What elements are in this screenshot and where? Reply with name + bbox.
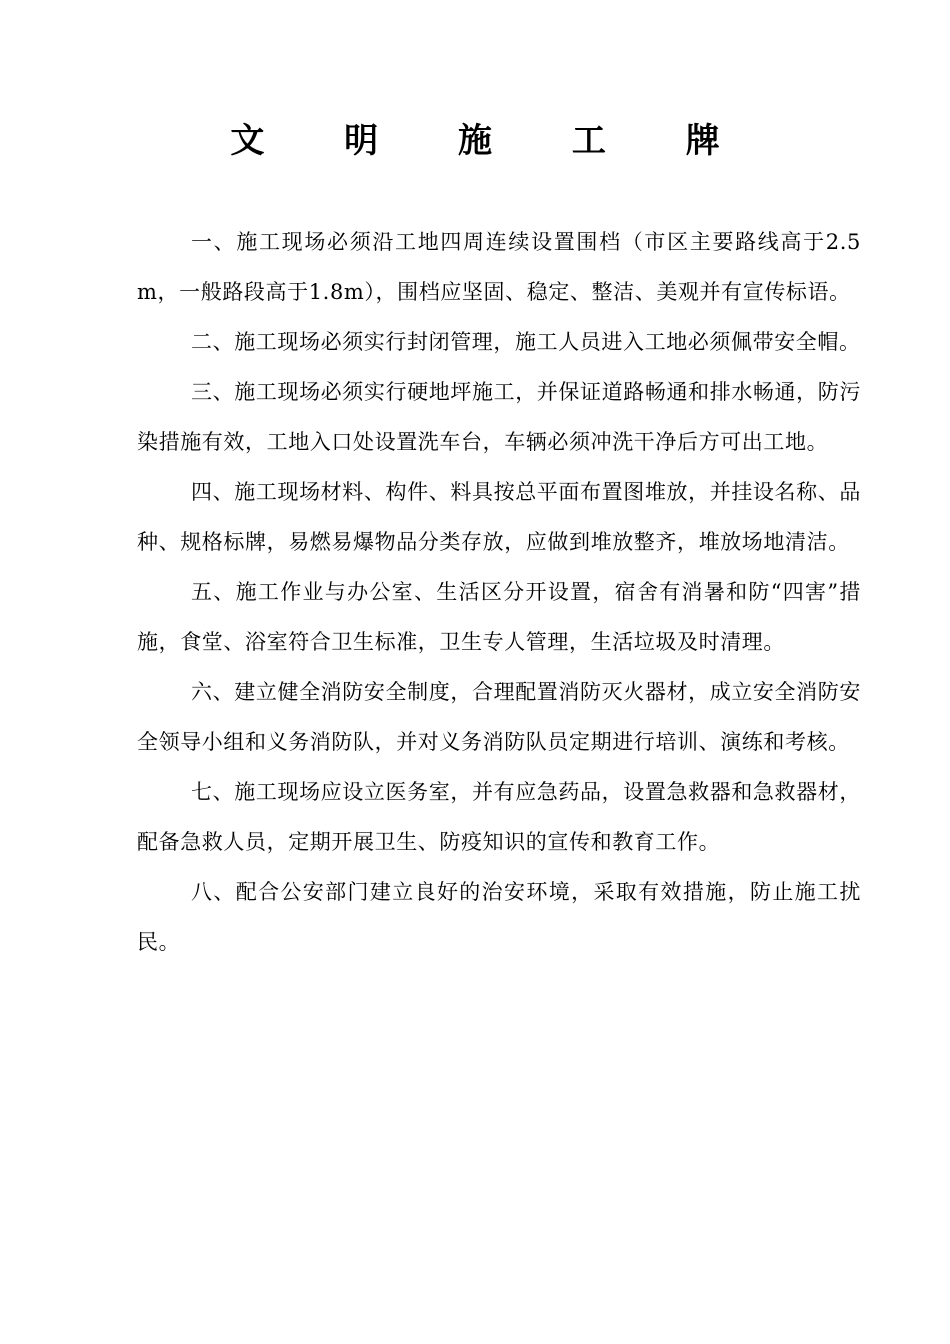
paragraph-8: 八、配合公安部门建立良好的治安环境，采取有效措施，防止施工扰民。 (137, 880, 861, 954)
paragraph-2: 二、施工现场必须实行封闭管理，施工人员进入工地必须佩带安全帽。 (191, 330, 861, 354)
document-body (137, 217, 861, 967)
paragraph-6: 六、建立健全消防安全制度，合理配置消防灭火器材，成立安全消防安全领导小组和义务消防队，并对义务消防队员定期进行培训、演练和考核。 (137, 680, 861, 754)
document-title: 文 明 施 工 牌 (230, 121, 754, 161)
paragraph-1: 一、施工现场必须沿工地四周连续设置围档（市区主要路线高于2.5m，一般路段高于1.8m），围档应坚固、稳定、整洁、美观并有宣传标语。 (137, 230, 861, 304)
paragraph-5: 五、施工作业与办公室、生活区分开设置，宿舍有消暑和防“四害”措施，食堂、浴室符合卫生标准，卫生专人管理，生活垃圾及时清理。 (137, 580, 861, 654)
paragraph-3: 三、施工现场必须实行硬地坪施工，并保证道路畅通和排水畅通，防污染措施有效，工地入口处设置洗车台，车辆必须冲洗干净后方可出工地。 (137, 380, 861, 454)
paragraph-7: 七、施工现场应设立医务室，并有应急药品，设置急救器和急救器材，配备急救人员，定期开展卫生、防疫知识的宣传和教育工作。 (137, 780, 861, 854)
paragraph-4: 四、施工现场材料、构件、料具按总平面布置图堆放，并挂设名称、品种、规格标牌，易燃易爆物品分类存放，应做到堆放整齐，堆放场地清洁。 (137, 480, 861, 554)
